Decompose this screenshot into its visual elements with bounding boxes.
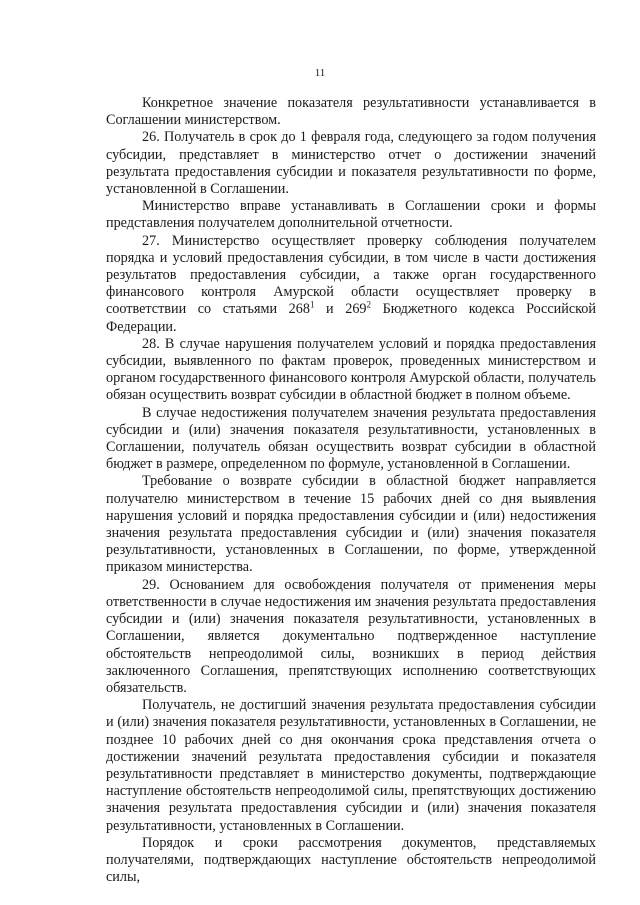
paragraph-4-text-after: Бюджетного кодекса Российской Федерации. [106, 301, 596, 335]
paragraph-9: Получатель, не достигший значения результата предоставления субсидии и (или) значения показателя результативности, установленных в Соглашении, не позднее 10 рабочих дней со дня окончания срока представления отчета о достижении значений результата предоставления субсидии и показателя результативности представляет в министерство документы, подтверждающие наступление обстоятельств непреодолимой силы, препятствующих достижению значения результата предоставления субсидии и (или) значения показателя результативности, установленных в Соглашении. [106, 697, 596, 834]
paragraph-2: 26. Получатель в срок до 1 февраля года, следующего за годом получения субсидии, представляет в министерство отчет о достижении значений результата предоставления субсидии и показателя результативности по форме, установленной в Соглашении. [106, 129, 596, 198]
paragraph-5: 28. В случае нарушения получателем условий и порядка предоставления субсидии, выявленного по фактам проверок, проведенных министерством и органом государственного финансового контроля Амурской области, получатель обязан осуществить возврат субсидии в областной бюджет в полном объеме. [106, 335, 596, 404]
paragraph-7: Требование о возврате субсидии в областной бюджет направляется получателю министерством в течение 15 рабочих дней со дня выявления нарушения условий и порядка предоставления субсидии и (или) недостижения значения результата предоставления субсидии и (или) значения показателя результативности, установленных в Соглашении, по форме, утвержденной приказом министерства. [106, 473, 596, 576]
paragraph-4-text-before: 27. Министерство осуществляет проверку соблюдения получателем порядка и условий предоставления субсидии, в том числе в части достижения результатов предоставления субсидии, а также орган государственного финансового контроля Амурской области осуществляет проверку в соответствии со статьями 268 [106, 232, 596, 318]
paragraph-8: 29. Основанием для освобождения получателя от применения меры ответственности в случае недостижения им значения результата предоставления субсидии и (или) значения показателя результативности, установленных в Соглашении, является документально подтвержденное наступление обстоятельств непреодолимой силы, возникших в период действия заключенного Соглашения, препятствующих исполнению соответствующих обязательств. [106, 576, 596, 696]
paragraph-4 [106, 233, 596, 336]
paragraph-3: Министерство вправе устанавливать в Соглашении сроки и формы представления получателем дополнительной отчетности. [106, 198, 596, 232]
paragraph-10: Порядок и сроки рассмотрения документов, представляемых получателями, подтверждающих наступление обстоятельств непреодолимой силы, [106, 834, 596, 886]
paragraph-6: В случае недостижения получателем значения результата предоставления субсидии и (или) значения показателя результативности, установленных в Соглашении, получатель обязан осуществить возврат субсидии в областной бюджет в размере, определенном по формуле, установленной в Соглашении. [106, 404, 596, 473]
paragraph-4-text-middle: и 269 [314, 301, 367, 318]
paragraph-1: Конкретное значение показателя результативности устанавливается в Соглашении министерством. [106, 95, 596, 129]
document-body [106, 95, 596, 886]
article-269-superscript: 2 [366, 299, 372, 310]
article-268-superscript: 1 [309, 299, 315, 310]
page-number: 11 [314, 67, 326, 79]
